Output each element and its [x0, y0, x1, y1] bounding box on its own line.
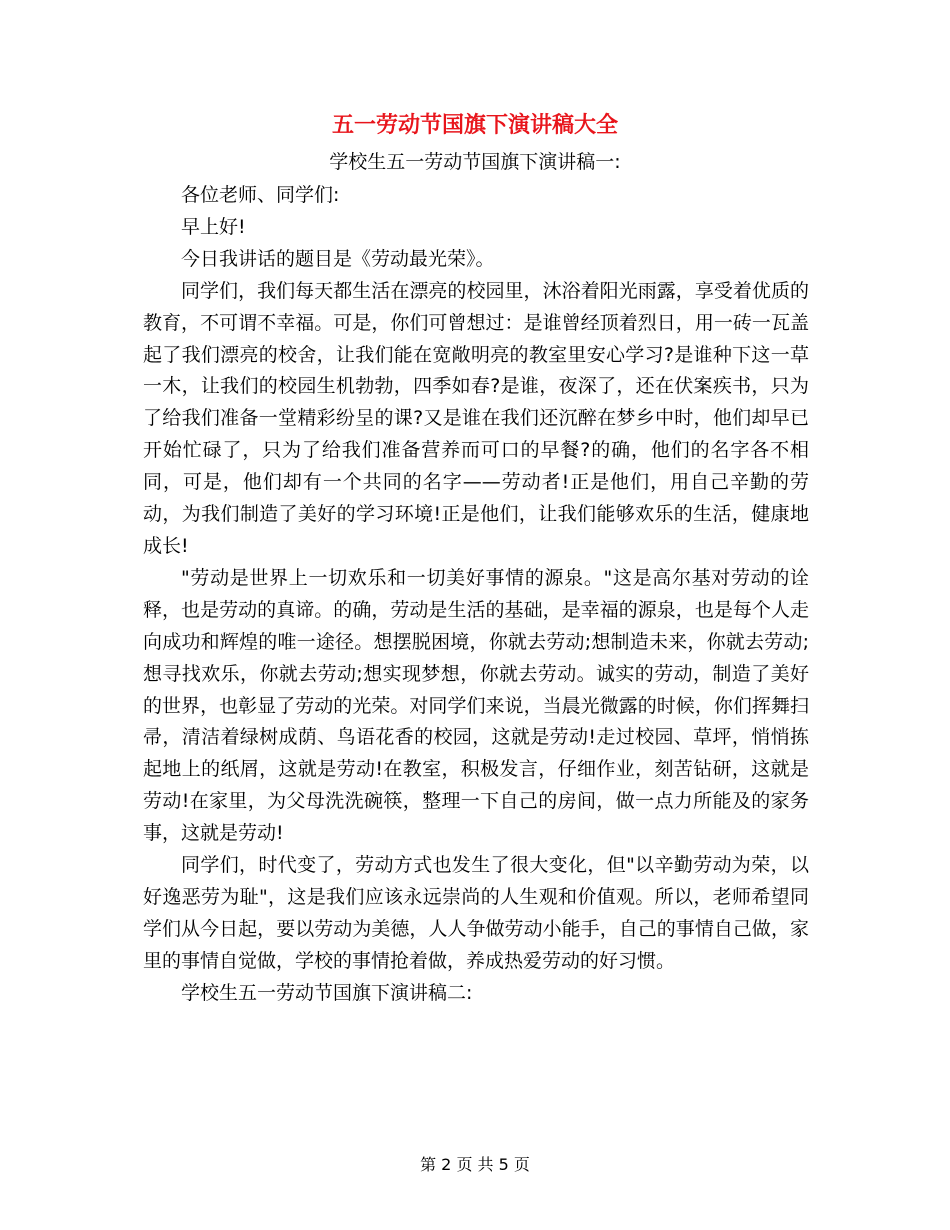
page-number: 第 2 页 共 5 页: [420, 1155, 530, 1174]
page-footer: [0, 1153, 950, 1177]
document-subtitle: 学校生五一劳动节国旗下演讲稿一:: [329, 151, 621, 173]
paragraph-morning: 早上好!: [181, 215, 246, 238]
paragraph-greeting: 各位老师、同学们:: [181, 184, 340, 206]
document-title: 五一劳动节国旗下演讲稿大全: [331, 113, 618, 138]
paragraph-section-heading: 学校生五一劳动节国旗下演讲稿二:: [181, 981, 473, 1004]
paragraph-body: 同学们，时代变了，劳动方式也发生了很大变化，但"以辛勤劳动为荣，以好逸恶劳为耻"，这是我们应该永远崇尚的人生观和价值观。所以，老师希望同学们从今日起，要以劳动为美德，人人争做劳动小能手，自己的事情自己做，家里的事情自觉做，学校的事情抢着做，养成热爱劳动的好习惯。: [143, 854, 809, 972]
paragraph-body: "劳动是世界上一切欢乐和一切美好事情的源泉。"这是高尔基对劳动的诠释，也是劳动的真谛。的确，劳动是生活的基础，是幸福的源泉，也是每个人走向成功和辉煌的唯一途径。想摆脱困境，你就去劳动;想制造未来，你就去劳动;想寻找欢乐，你就去劳动;想实现梦想，你就去劳动。诚实的劳动，制造了美好的世界，也彰显了劳动的光荣。对同学们来说，当晨光微露的时候，你们挥舞扫帚，清洁着绿树成荫、鸟语花香的校园，这就是劳动!走过校园、草坪，悄悄拣起地上的纸屑，这就是劳动!在教室，积极发言，仔细作业，刻苦钻研，这就是劳动!在家里，为父母洗洗碗筷，整理一下自己的房间，做一点力所能及的家务事，这就是劳动!: [143, 566, 809, 845]
paragraph-body: 同学们，我们每天都生活在漂亮的校园里，沐浴着阳光雨露，享受着优质的教育，不可谓不幸福。可是，你们可曾想过：是谁曾经顶着烈日，用一砖一瓦盖起了我们漂亮的校舍，让我们能在宽敞明亮的教室里安心学习?是谁种下这一草一木，让我们的校园生机勃勃，四季如春?是谁，夜深了，还在伏案疾书，只为了给我们准备一堂精彩纷呈的课?又是谁在我们还沉醉在梦乡中时，他们却早已开始忙碌了，只为了给我们准备营养而可口的早餐?的确，他们的名字各不相同，可是，他们却有一个共同的名字——劳动者!正是他们，用自己辛勤的劳动，为我们制造了美好的学习环境!正是他们，让我们能够欢乐的生活，健康地成长!: [143, 279, 809, 557]
document-body: [143, 180, 809, 1010]
paragraph-topic: 今日我讲话的题目是《劳动最光荣》。: [181, 247, 495, 270]
